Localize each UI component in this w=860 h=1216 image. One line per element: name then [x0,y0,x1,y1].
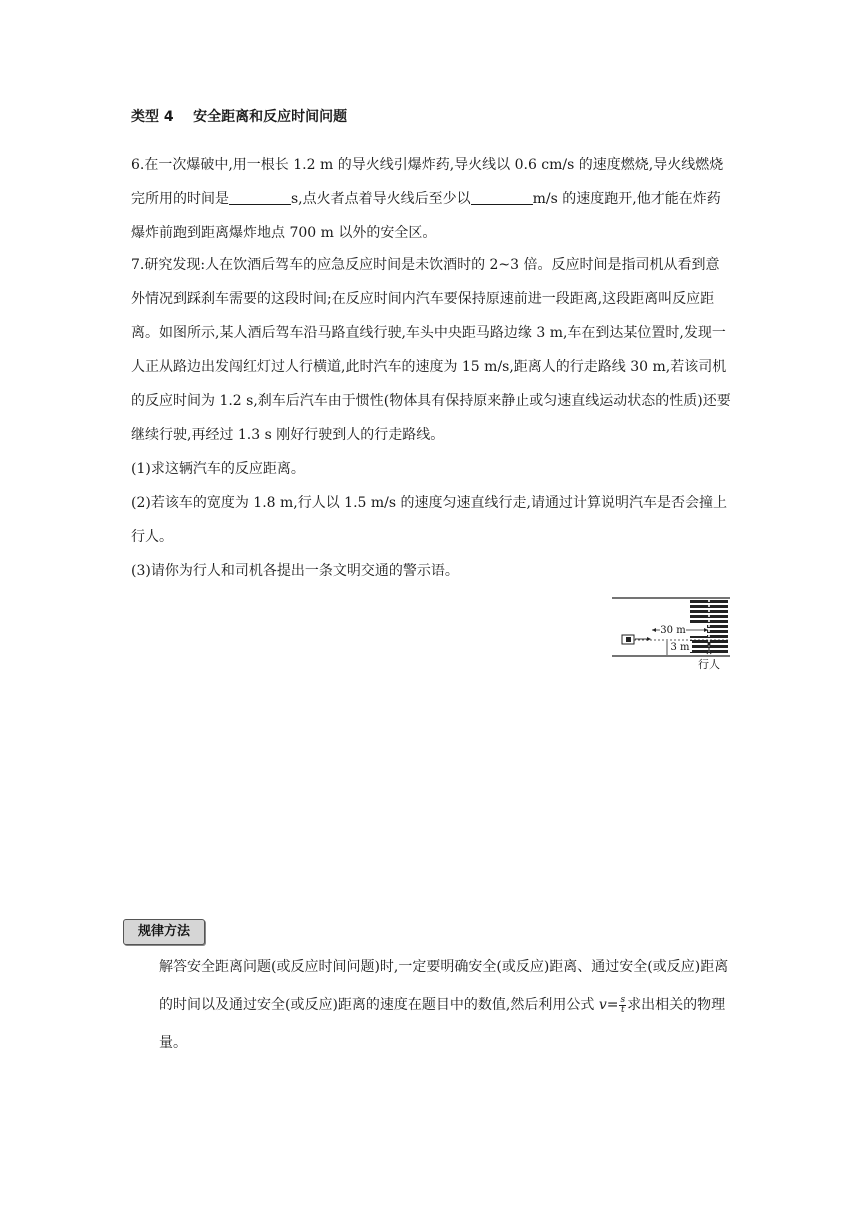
q7-sub-question-3: (3)请你为行人和司机各提出一条文明交通的警示语。 [131,563,459,579]
formula-denominator: t [620,1004,625,1015]
q7-stem: 7.研究发现:人在饮酒后驾车的应急反应时间是未饮酒时的 2~3 倍。反应时间是指司机从看到意外情况到踩刹车需要的这段时间;在反应时间内汽车要保持原速前进一段距离,这段距离叫反应距离。如图所示,某人酒后驾车沿马路直线行驶,车头中央距马路边缘 3 m,车在到达某位置时,发现一人正从路边出发闯红灯过人行横道,此时汽车的速度为 15 m/s,距离人的行走路线 30 m,若该司机的反应时间为 1.2 s,刹车后汽车由于惯性(物体具有保持原来静止或匀速直线运动状态的性质)还要继续行驶,再经过 1.3 s 刚好行驶到人的行走路线。 [131,257,731,443]
formula-lhs: v= [598,997,619,1013]
label-pedestrian: 行人 [698,658,720,671]
label-30m: 30 m [660,625,686,636]
formula-numerator: s [620,994,626,1005]
q6-answer-blank-time[interactable] [229,190,291,205]
road-crosswalk-diagram [610,595,734,675]
method-text-before: 解答安全距离问题(或反应时间问题)时,一定要明确安全(或反应)距离、通过安全(或反应)距离的时间以及通过安全(或反应)距离的速度在题目中的数值,然后利用公式 [159,959,729,1013]
q6-text-part2: s,点火者点着导火线后至少以 [291,191,471,207]
q6-answer-blank-speed[interactable] [471,190,533,205]
car-icon [622,635,634,644]
formula-fraction [619,996,626,1015]
method-badge: 规律方法 [123,919,205,945]
method-paragraph [131,948,741,1062]
q7-sub-question-2: (2)若该车的宽度为 1.8 m,行人以 1.5 m/s 的速度匀速直线行走,请通过计算说明汽车是否会撞上行人。 [131,495,727,545]
q7-sub-question-1: (1)求这辆汽车的反应距离。 [131,461,305,477]
q6-text-part3: m/s 的速度跑开,他才能在炸药爆炸前跑到距离爆炸地点 700 m 以外的安全区。 [131,191,721,241]
method-text-after: 求出相关的物理量。 [159,997,726,1051]
question-6 [131,148,731,250]
question-7 [131,248,731,588]
section-heading: 类型 4 安全距离和反应时间问题 [131,109,348,125]
q6-text-part1: 6.在一次爆破中,用一根长 1.2 m 的导火线引爆炸药,导火线以 0.6 cm/s 的速度燃烧,导火线燃烧完所用的时间是 [131,157,724,207]
label-3m: 3 m [670,642,690,653]
